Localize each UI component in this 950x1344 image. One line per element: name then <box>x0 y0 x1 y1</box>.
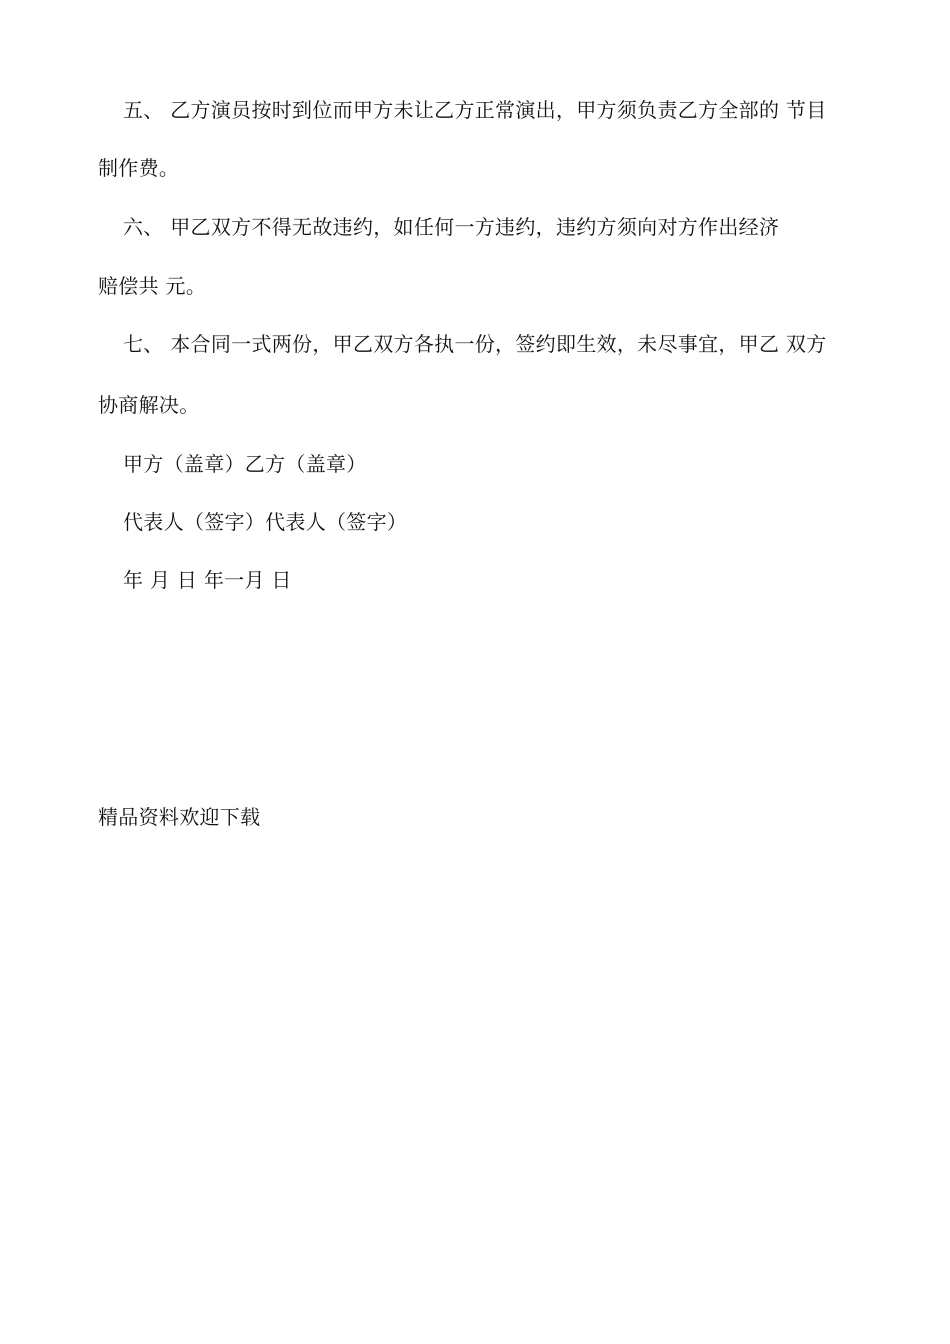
clause-7-line-1: 七、 本合同一式两份，甲乙双方各执一份，签约即生效，未尽事宜，甲乙 双方 <box>123 332 827 356</box>
footer-text: 精品资料欢迎下载 <box>98 805 261 829</box>
clause-7-line-2: 协商解决。 <box>98 393 200 417</box>
representative-signature-line: 代表人（签字）代表人（签字） <box>123 510 408 534</box>
clause-5-line-2: 制作费。 <box>98 156 180 180</box>
date-line: 年 月 日 年一月 日 <box>123 568 292 592</box>
clause-6-line-2: 赔偿共 元。 <box>98 274 207 298</box>
clause-5-line-1: 五、 乙方演员按时到位而甲方未让乙方正常演出，甲方须负责乙方全部的 节目 <box>123 98 827 122</box>
clause-6-line-1: 六、 甲乙双方不得无故违约，如任何一方违约，违约方须向对方作出经济 <box>123 215 780 239</box>
seal-line: 甲方（盖章）乙方（盖章） <box>123 452 367 476</box>
